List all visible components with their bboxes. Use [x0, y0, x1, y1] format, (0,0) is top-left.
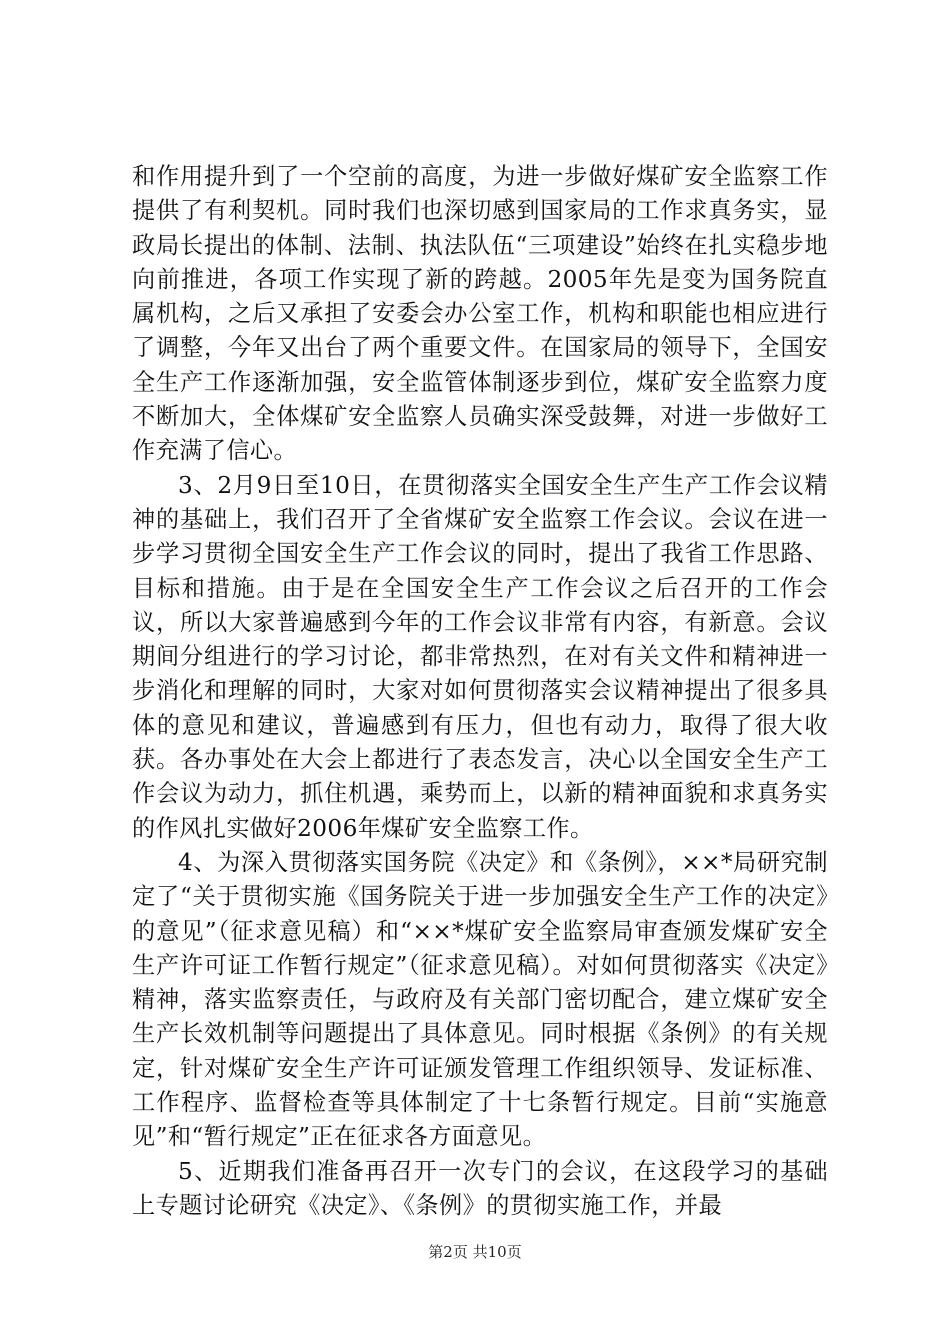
paragraph-item-3: 3、2月9日至10日，在贯彻落实全国安全生产生产工作会议精神的基础上，我们召开了全省煤矿安全监察工作会议。会议在进一步学习贯彻全国安全生产工作会议的同时，提出了我省工作思路、目标和措施。由于是在全国安全生产工作会议之后召开的工作会议，所以大家普遍感到今年的工作会议非常有内容，有新意。会议期间分组进行的学习讨论，都非常热烈，在对有关文件和精神进一步消化和理解的同时，大家对如何贯彻落实会议精神提出了很多具体的意见和建议，普遍感到有压力，但也有动力，取得了很大收获。各办事处在大会上都进行了表态发言，决心以全国安全生产工作会议为动力，抓住机遇，乘势而上，以新的精神面貌和求真务实的作风扎实做好2006年煤矿安全监察工作。	[132, 471, 828, 842]
paragraph-continuation: 和作用提升到了一个空前的高度，为进一步做好煤矿安全监察工作提供了有利契机。同时我们也深切感到国家局的工作求真务实，显政局长提出的体制、法制、执法队伍“三项建设”始终在扎实稳步地向前推进，各项工作实现了新的跨越。2005年先是变为国务院直属机构，之后又承担了安委会办公室工作，机构和职能也相应进行了调整，今年又出台了两个重要文件。在国家局的领导下，全国安全生产工作逐渐加强，安全监管体制逐步到位，煤矿安全监察力度不断加大，全体煤矿安全监察人员确实深受鼓舞，对进一步做好工作充满了信心。	[132, 163, 828, 465]
document-body	[132, 160, 828, 1223]
paragraph-item-5: 5、近期我们准备再召开一次专门的会议，在这段学习的基础上专题讨论研究《决定》、《条例》的贯彻实施工作，并最	[132, 1157, 828, 1219]
page-number-footer: 第2页 共10页	[428, 1243, 522, 1261]
paragraph-item-4: 4、为深入贯彻落实国务院《决定》和《条例》，××*局研究制定了“关于贯彻实施《国务院关于进一步加强安全生产工作的决定》的意见”（征求意见稿）和“××*煤矿安全监察局审查颁发煤矿安全生产许可证工作暂行规定”（征求意见稿）。对如何贯彻落实《决定》精神，落实监察责任，与政府及有关部门密切配合，建立煤矿安全生产长效机制等问题提出了具体意见。同时根据《条例》的有关规定，针对煤矿安全生产许可证颁发管理工作组织领导、发证标准、工作程序、监督检查等具体制定了十七条暂行规定。目前“实施意见”和“暂行规定”正在征求各方面意见。	[132, 848, 828, 1151]
